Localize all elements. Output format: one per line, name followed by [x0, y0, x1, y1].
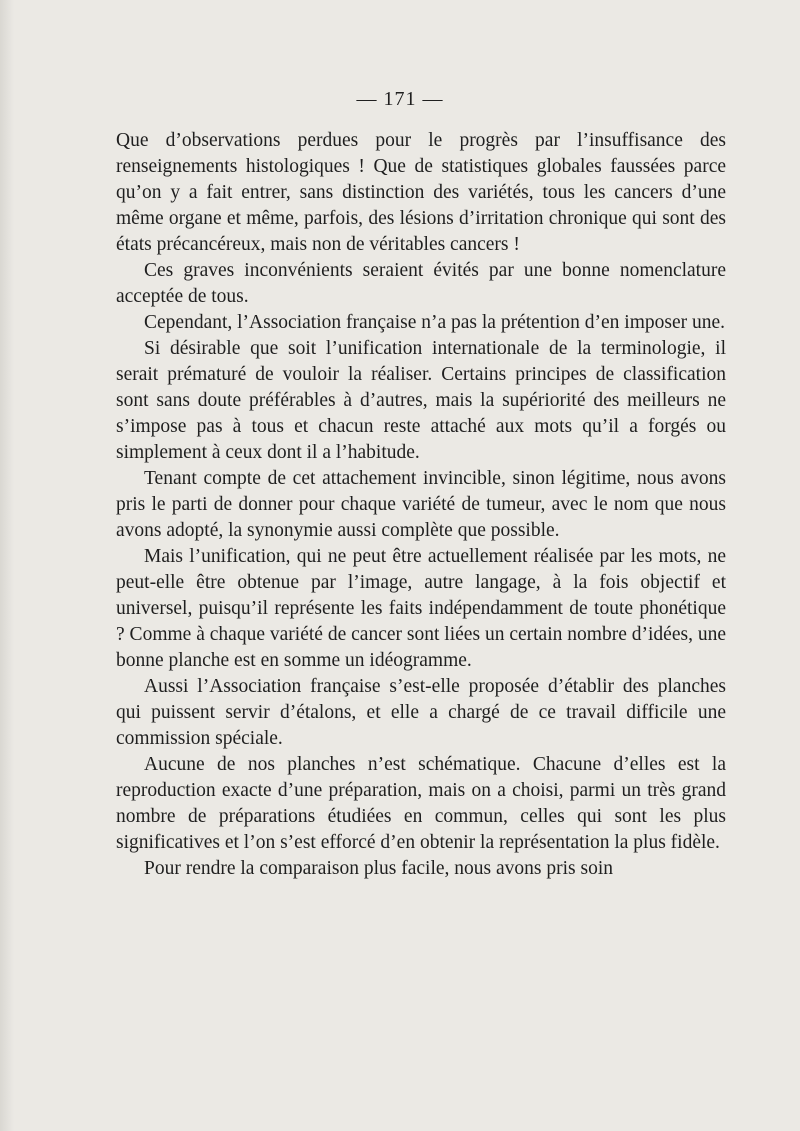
paragraph-7: Aussi l’Association française s’est-elle proposée d’établir des planches qui puissent servir d’étalons, et elle a chargé de ce travail difficile une commission spéciale. — [116, 676, 726, 749]
paragraph-3: Cependant, l’Association française n’a pas la prétention d’en imposer une. — [144, 312, 726, 333]
paragraph-6: Mais l’unification, qui ne peut être actuellement réalisée par les mots, ne peut-elle être obtenue par l’image, autre langage, à la fois objectif et universel, puisqu’il représente les faits indépendamment de toute phonétique ? Comme à chaque variété de cancer sont liées un certain nombre d’idées, une bonne planche est en somme un idéogramme. — [116, 546, 726, 671]
page-number: — 171 — — [356, 88, 444, 110]
paragraph-8: Aucune de nos planches n’est schématique. Chacune d’elles est la reproduction exacte d’une préparation, mais on a choisi, parmi un très grand nombre de préparations étudiées en commun, celles qui sont les plus significatives et l’on s’est efforcé d’en obtenir la représentation la plus fidèle. — [116, 754, 726, 853]
paragraph-4: Si désirable que soit l’unification internationale de la terminologie, il serait prématuré de vouloir la réaliser. Certains principes de classification sont sans doute préférables à d’autres, mais la supériorité des meilleurs ne s’impose pas à tous et chacun reste attaché aux mots qu’il a forgés ou simplement à ceux dont il a l’habitude. — [116, 338, 726, 463]
paragraph-2: Ces graves inconvénients seraient évités par une bonne nomenclature acceptée de tous. — [116, 260, 726, 307]
body-text — [116, 128, 726, 882]
paragraph-1: Que d’observations perdues pour le progrès par l’insuffisance des renseignements histologiques ! Que de statistiques globales faussées parce qu’on y a fait entrer, sans distinction des variétés, tous les cancers d’une même organe et même, parfois, des lésions d’irritation chronique qui sont des états précancéreux, mais non de véritables cancers ! — [116, 130, 726, 255]
paragraph-5: Tenant compte de cet attachement invincible, sinon légitime, nous avons pris le parti de donner pour chaque variété de tumeur, avec le nom que nous avons adopté, la synonymie aussi complète que possible. — [116, 468, 726, 541]
paragraph-9: Pour rendre la comparaison plus facile, nous avons pris soin — [144, 858, 613, 879]
page-edge-shadow — [0, 0, 14, 1131]
